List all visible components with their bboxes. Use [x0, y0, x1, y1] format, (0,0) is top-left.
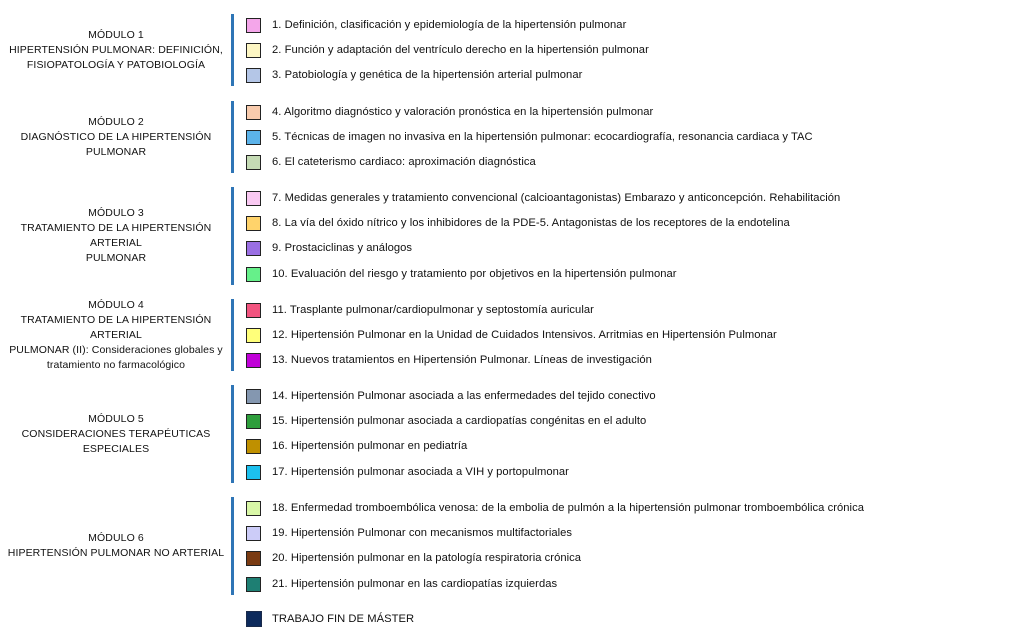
module-name-line: PULMONAR	[85, 145, 147, 158]
topic-item	[246, 437, 467, 455]
topic-label: 21. Hipertensión pulmonar en las cardiopatías izquierdas	[272, 578, 558, 590]
topic-color-swatch	[246, 68, 261, 83]
module-title: MÓDULO 5	[88, 412, 144, 425]
module-bracket	[231, 101, 234, 173]
topic-label: 3. Patobiología y genética de la hipertensión arterial pulmonar	[272, 69, 583, 81]
topic-label: 2. Función y adaptación del ventrículo derecho en la hipertensión pulmonar	[272, 44, 649, 56]
module-name-line: PULMONAR (II): Consideraciones globales y	[9, 343, 223, 356]
module-label	[0, 385, 232, 483]
topic-item	[246, 549, 581, 567]
topic-item	[246, 351, 652, 369]
topic-item	[246, 41, 649, 59]
module-name-line: FISIOPATOLOGÍA Y PATOBIOLOGÍA	[26, 58, 206, 71]
topic-label: 1. Definición, clasificación y epidemiología de la hipertensión pulmonar	[272, 19, 627, 31]
topic-color-swatch	[246, 105, 261, 120]
module-bracket	[231, 299, 234, 371]
module-label	[0, 14, 232, 86]
topic-color-swatch	[246, 216, 261, 231]
topic-color-swatch	[246, 414, 261, 429]
module-name-line: TRATAMIENTO DE LA HIPERTENSIÓN ARTERIAL	[20, 313, 212, 341]
topic-label: 14. Hipertensión Pulmonar asociada a las enfermedades del tejido conectivo	[272, 390, 656, 402]
module-name-line: HIPERTENSIÓN PULMONAR: DEFINICIÓN,	[9, 43, 223, 56]
module-bracket	[231, 187, 234, 285]
topic-item	[246, 239, 412, 257]
module-name-line: DIAGNÓSTICO DE LA HIPERTENSIÓN	[20, 130, 212, 143]
topic-label: 15. Hipertensión pulmonar asociada a cardiopatías congénitas en el adulto	[272, 415, 647, 427]
topic-color-swatch	[246, 465, 261, 480]
module-title: MÓDULO 1	[88, 28, 144, 41]
module-title: MÓDULO 6	[88, 532, 144, 544]
topic-item	[246, 265, 677, 283]
topic-item	[246, 575, 557, 593]
module-name-line: tratamiento no farmacológico	[46, 358, 186, 371]
module-label	[0, 187, 232, 285]
topic-color-swatch	[246, 353, 261, 368]
topic-label: 4. Algoritmo diagnóstico y valoración pronóstica en la hipertensión pulmonar	[272, 106, 654, 118]
topic-color-swatch	[246, 18, 261, 33]
topic-label: 11. Trasplante pulmonar/cardiopulmonar y septostomía auricular	[272, 304, 594, 316]
topic-label: 17. Hipertensión pulmonar asociada a VIH y portopulmonar	[272, 466, 569, 478]
topic-label: 6. El cateterismo cardiaco: aproximación diagnóstica	[272, 156, 536, 168]
module-label	[0, 101, 232, 173]
module-name-line: PULMONAR	[85, 252, 147, 264]
topic-label: 12. Hipertensión Pulmonar en la Unidad de Cuidados Intensivos. Arritmias en Hipertensión Pulmonar	[272, 329, 777, 341]
module-title: MÓDULO 4	[88, 298, 144, 311]
final-project-swatch	[246, 611, 262, 627]
topic-color-swatch	[246, 303, 261, 318]
topic-item	[246, 66, 582, 84]
topic-item	[246, 128, 813, 146]
topic-item	[246, 524, 572, 542]
topic-item	[246, 214, 790, 232]
topic-color-swatch	[246, 191, 261, 206]
topic-color-swatch	[246, 551, 261, 566]
module-label	[0, 299, 232, 371]
topic-label: 5. Técnicas de imagen no invasiva en la hipertensión pulmonar: ecocardiografía, resonancia cardiaca y TAC	[272, 131, 813, 143]
topic-color-swatch	[246, 155, 261, 170]
topic-item	[246, 189, 840, 207]
topic-color-swatch	[246, 389, 261, 404]
topic-label: 20. Hipertensión pulmonar en la patología respiratoria crónica	[272, 552, 582, 564]
module-name-line: CONSIDERACIONES TERAPÉUTICAS ESPECIALES	[21, 427, 211, 455]
topic-item	[246, 326, 777, 344]
topic-color-swatch	[246, 439, 261, 454]
topic-color-swatch	[246, 526, 261, 541]
topic-item	[246, 499, 864, 517]
topic-label: 9. Prostaciclinas y análogos	[272, 242, 413, 254]
module-name-line: HIPERTENSIÓN PULMONAR NO ARTERIAL	[7, 547, 225, 559]
topic-color-swatch	[246, 267, 261, 282]
module-title: MÓDULO 3	[88, 207, 144, 219]
topic-item	[246, 103, 653, 121]
topic-label: 16. Hipertensión pulmonar en pediatría	[272, 440, 468, 452]
topic-label: 19. Hipertensión Pulmonar con mecanismos multifactoriales	[272, 527, 573, 539]
module-bracket	[231, 497, 234, 595]
module-bracket	[231, 385, 234, 483]
module-label	[0, 497, 232, 595]
final-project-label: TRABAJO FIN DE MÁSTER	[272, 613, 415, 625]
topic-color-swatch	[246, 241, 261, 256]
topic-color-swatch	[246, 577, 261, 592]
topic-item	[246, 301, 594, 319]
module-title: MÓDULO 2	[88, 115, 144, 128]
final-project	[246, 610, 414, 628]
topic-item	[246, 387, 656, 405]
topic-color-swatch	[246, 328, 261, 343]
topic-label: 13. Nuevos tratamientos en Hipertensión Pulmonar. Líneas de investigación	[272, 354, 652, 366]
module-bracket	[231, 14, 234, 86]
topic-color-swatch	[246, 130, 261, 145]
topic-label: 18. Enfermedad tromboembólica venosa: de la embolia de pulmón a la hipertensión pulmonar tromboembólica crónica	[272, 502, 864, 514]
topic-color-swatch	[246, 501, 261, 516]
module-name-line: TRATAMIENTO DE LA HIPERTENSIÓN ARTERIAL	[20, 222, 212, 249]
topic-item	[246, 16, 626, 34]
topic-color-swatch	[246, 43, 261, 58]
topic-label: 7. Medidas generales y tratamiento convencional (calcioantagonistas) Embarazo y anticoncepción. Rehabilitación	[272, 192, 841, 204]
topic-label: 10. Evaluación del riesgo y tratamiento por objetivos en la hipertensión pulmonar	[272, 268, 677, 280]
topic-item	[246, 153, 536, 171]
topic-item	[246, 463, 569, 481]
topic-item	[246, 412, 646, 430]
topic-label: 8. La vía del óxido nítrico y los inhibidores de la PDE-5. Antagonistas de los receptores de la endotelina	[272, 217, 790, 229]
